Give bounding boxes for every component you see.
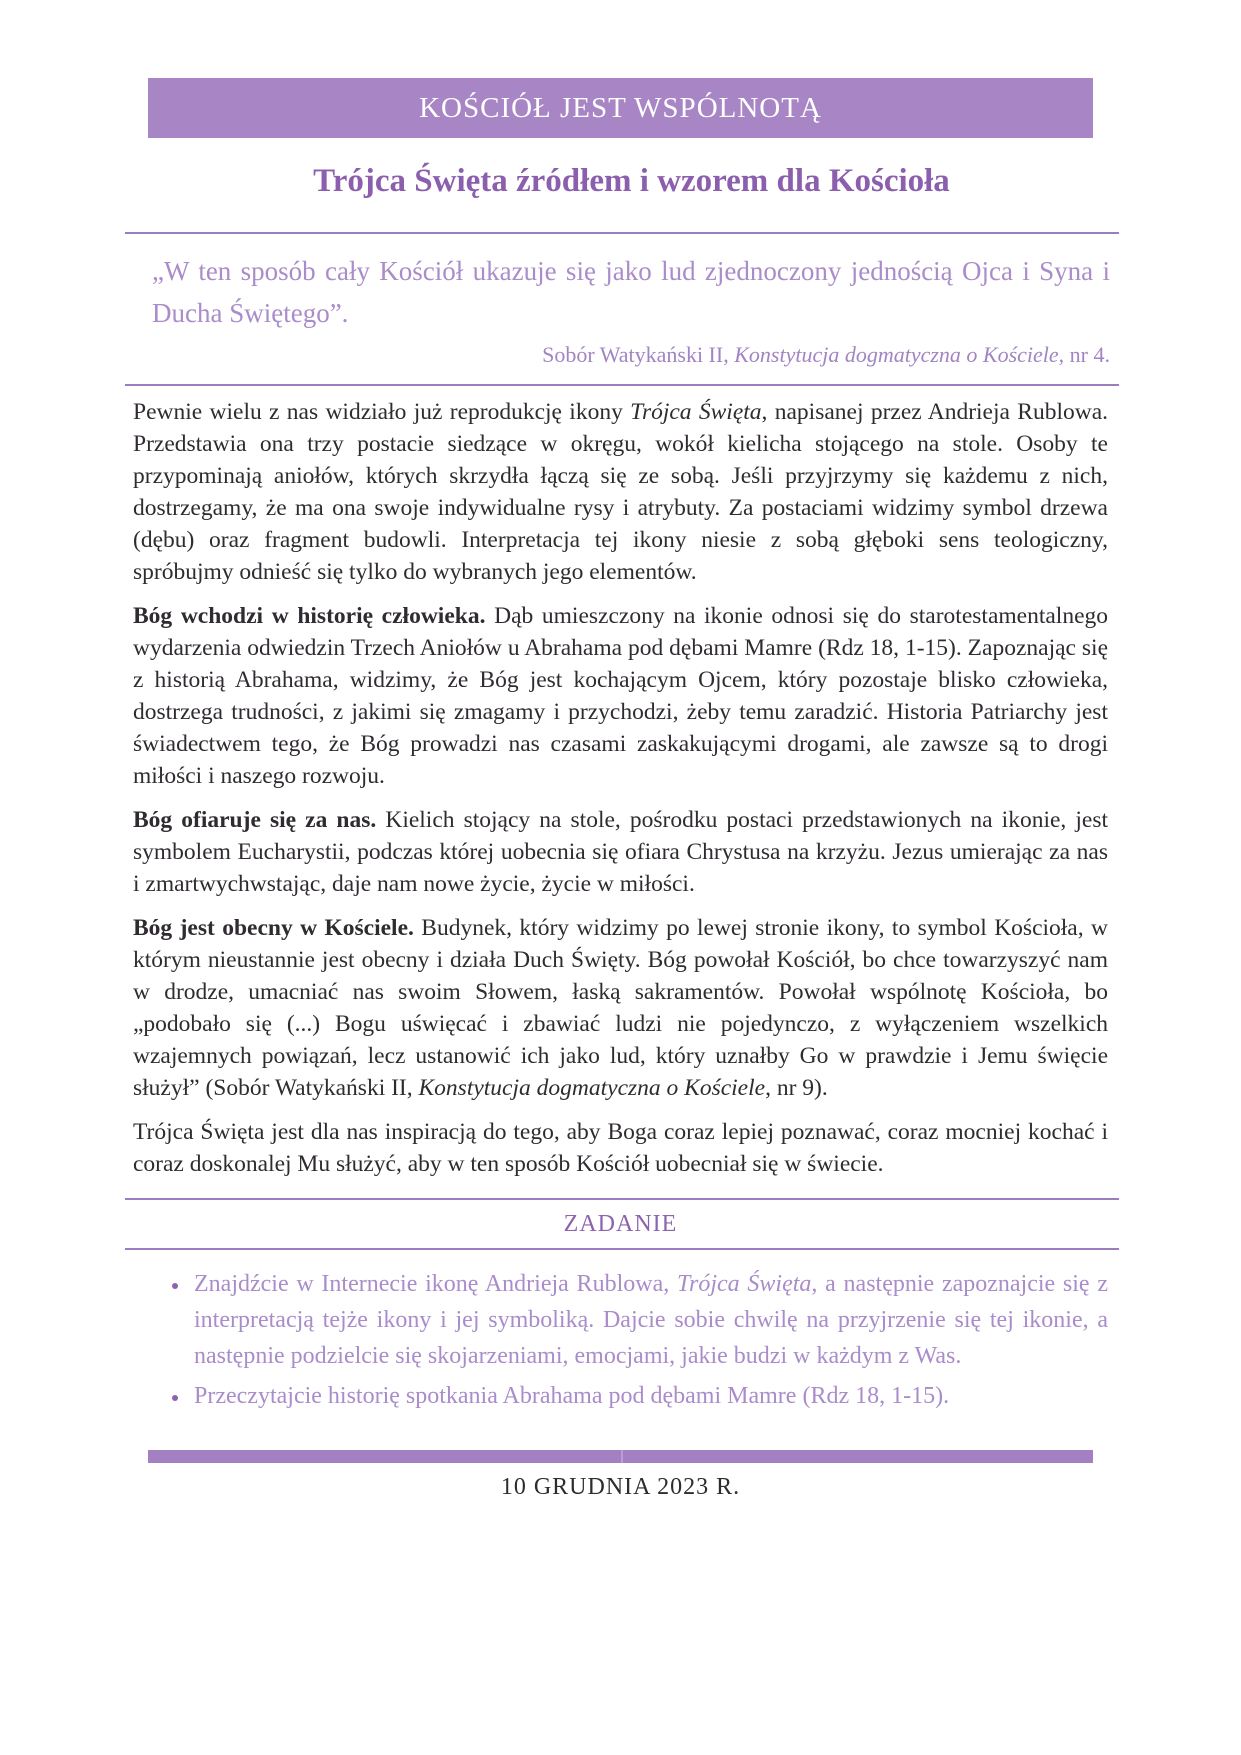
task-list-item xyxy=(190,1378,1108,1414)
page-title: Trójca Święta źródłem i wzorem dla Kościoła xyxy=(313,163,950,199)
article-body xyxy=(133,396,1108,1180)
text-segment: , nr 9). xyxy=(765,1075,828,1101)
text-segment: Znajdźcie w Internecie ikonę Andrieja Rublowa, xyxy=(194,1271,677,1297)
body-paragraph xyxy=(133,912,1108,1104)
text-segment: Konstytucja dogmatyczna o Kościele xyxy=(418,1075,766,1101)
text-segment: Pewnie wielu z nas widziało już reprodukcję ikony xyxy=(133,399,631,425)
body-paragraph xyxy=(133,804,1108,900)
body-paragraph xyxy=(133,396,1108,588)
text-segment: Trójca Święta xyxy=(676,1271,812,1297)
text-segment: Dąb umieszczony na ikonie odnosi się do starotestamentalnego wydarzenia odwiedzin Trzech Aniołów u Abrahama pod dębami Mamre (Rdz 18, 1-15). Zapoznając się z historią Abrahama, widzimy, że Bóg jest kochającym Ojcem, który pozostaje blisko człowieka, dostrzega trudności, z jakimi się zmagamy i przychodzi, żeby temu zaradzić. Historia Patriarchy jest świadectwem tego, że Bóg prowadzi nas czasami zaskakującymi drogami, ale zawsze są to drogi miłości i naszego rozwoju. xyxy=(133,603,1108,789)
footer-date: 10 GRUDNIA 2023 R. xyxy=(500,1474,741,1500)
text-segment: Kielich stojący na stole, pośrodku postaci przedstawionych na ikonie, jest symbolem Eucharystii, podczas której uobecnia się ofiara Chrystusa na krzyżu. Jezus umierając za nas i zmartwychwstając, daje nam nowe życie, życie w miłości. xyxy=(133,807,1108,897)
divider-top xyxy=(125,232,1119,234)
lesson-banner-title: KOŚCIÓŁ JEST WSPÓLNOTĄ xyxy=(419,92,822,124)
body-paragraph xyxy=(133,600,1108,792)
divider-after-quote xyxy=(125,384,1119,386)
lesson-banner xyxy=(148,78,1093,138)
task-list xyxy=(133,1266,1108,1414)
divider-after-task-heading xyxy=(125,1248,1119,1250)
text-segment: , nr 4. xyxy=(1058,342,1110,367)
text-segment: Konstytucja dogmatyczna o Kościele xyxy=(734,342,1059,367)
task-heading: ZADANIE xyxy=(563,1211,678,1237)
text-segment: , a następnie zapoznajcie się z interpretacją tejże ikony i jej symboliką. Dajcie sobie chwilę na przyjrzenie się tej ikonie, a następnie podzielcie się skojarzeniami, emocjami, jakie budzi w każdym z Was. xyxy=(194,1271,1108,1369)
text-segment: Trójca Święta jest dla nas inspiracją do tego, aby Boga coraz lepiej poznawać, coraz mocniej kochać i coraz doskonalej Mu służyć, aby w ten sposób Kościół uobecniał się w świecie. xyxy=(133,1119,1108,1177)
footer-bar-seam xyxy=(621,1450,623,1463)
footer-bar xyxy=(148,1450,1093,1463)
body-paragraph xyxy=(133,1116,1108,1180)
divider-before-task xyxy=(125,1198,1119,1200)
text-segment: Bóg jest obecny w Kościele. xyxy=(133,915,414,941)
quote-attribution xyxy=(152,340,1110,370)
text-segment: , napisanej przez Andrieja Rublowa. Przedstawia ona trzy postacie siedzące w okręgu, wokół kielicha stojącego na stole. Osoby te przypominają aniołów, których skrzydła łączą się ze sobą. Jeśli przyjrzymy się każdemu z nich, dostrzegamy, że ma ona swoje indywidualne rysy i atrybuty. Za postaciami widzimy symbol drzewa (dębu) oraz fragment budowli. Interpretacja tej ikony niesie z sobą głęboki sens teologiczny, spróbujmy odnieść się tylko do wybranych jego elementów. xyxy=(133,399,1108,585)
text-segment: Budynek, który widzimy po lewej stronie ikony, to symbol Kościoła, w którym nieustannie jest obecny i działa Duch Święty. Bóg powołał Kościół, bo chce towarzyszyć nam w drodze, umacniać nas swoim Słowem, łaską sakramentów. Powołał wspólnotę Kościoła, bo „podobało się (...) Bogu uświęcać i zbawiać ludzi nie pojedynczo, z wyłączeniem wszelkich wzajemnych powiązań, lecz ustanowić ich jako lud, który uznałby Go w prawdzie i Jemu święcie służył” (Sobór Watykański II, xyxy=(133,915,1108,1101)
text-segment: Przeczytajcie historię spotkania Abrahama pod dębami Mamre (Rdz 18, 1-15). xyxy=(194,1383,950,1409)
opening-quote: „W ten sposób cały Kościół ukazuje się jako lud zjednoczony jednością Ojca i Syna i Ducha Świętego”. xyxy=(152,256,1110,328)
text-segment: Trójca Święta xyxy=(630,399,762,425)
text-segment: Sobór Watykański II, xyxy=(542,342,735,367)
text-segment: Bóg wchodzi w historię człowieka. xyxy=(133,603,486,629)
task-list-item xyxy=(190,1266,1108,1374)
text-segment: Bóg ofiaruje się za nas. xyxy=(133,807,377,833)
